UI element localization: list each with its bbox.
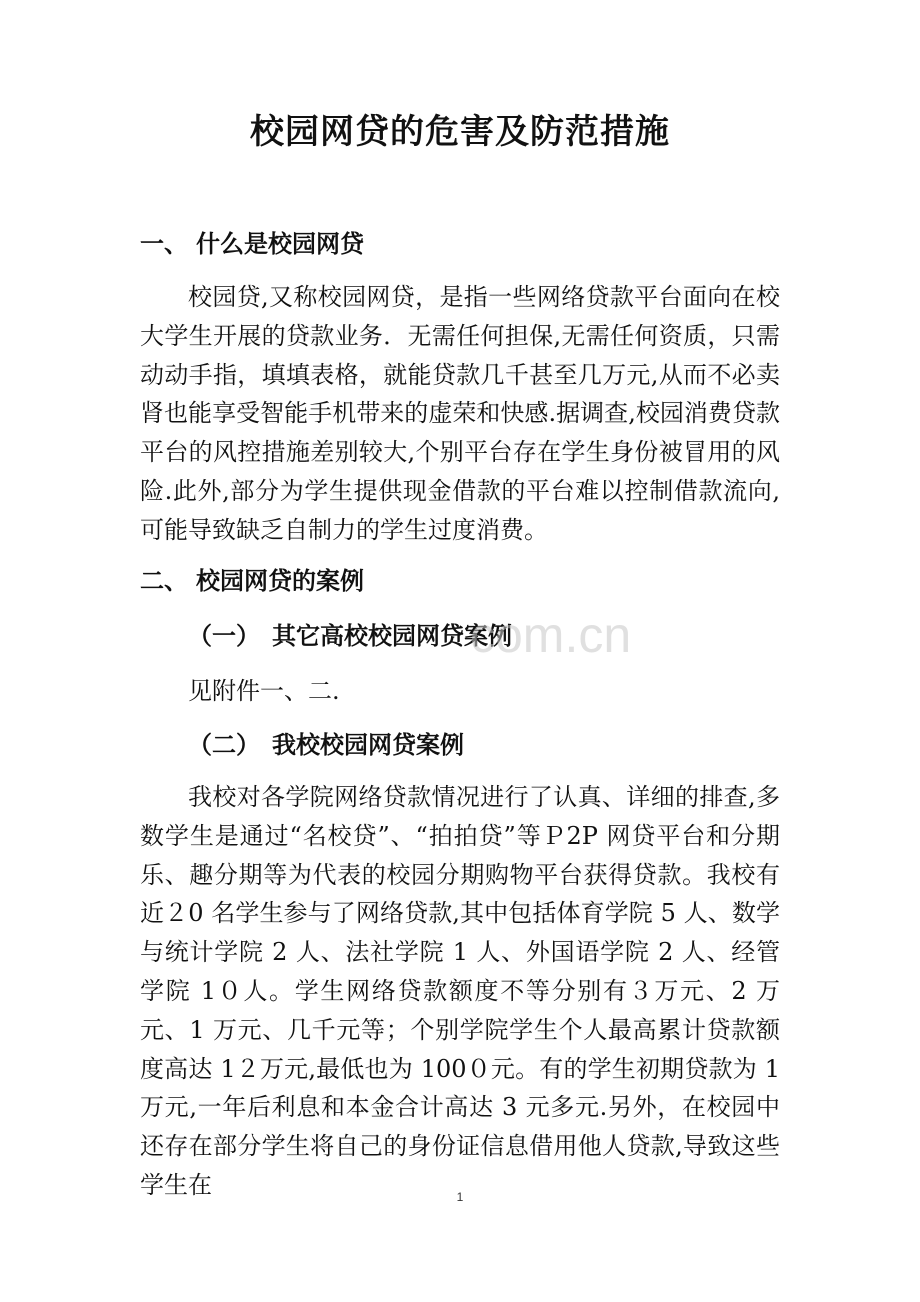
subsection-1-heading [188, 618, 512, 654]
subsection-2-paragraph: 我校对各学院网络贷款情况进行了认真、详细的排查,多数学生是通过“名校贷”、“拍拍贷”等Ｐ2P 网贷平台和分期乐、趣分期等为代表的校园分期购物平台获得贷款。我校有近２0 名学生参与了网络贷款,其中包括体育学院 5 人、数学与统计学院 2 人、法社学院 1 人、外国语学院 2 人、经管学院 1０人。学生网络贷款额度不等分别有３万元、2 万元、1 万元、几千元等；个别学院学生个人最高累计贷款额度高达 1２万元,最低也为 100０元。有的学生初期贷款为 1 万元,一年后利息和本金合计高达 3 元多元.另外，在校园中还存在部分学生将自己的身份证信息借用他人贷款,导致这些学生在 [140, 783, 780, 1199]
subsection-2-heading [188, 727, 464, 763]
subsection-2-number: （二） [188, 730, 260, 759]
subsection-1-number: （一） [188, 621, 260, 650]
section-2-title: 校园网贷的案例 [196, 566, 364, 595]
section-1-heading [140, 226, 364, 262]
section-1-number: 一、 [140, 229, 188, 258]
section-1-title: 什么是校园网贷 [196, 229, 364, 258]
section-2-heading [140, 563, 364, 599]
subsection-2-title: 我校校园网贷案例 [272, 730, 464, 759]
section-1-paragraph: 校园贷,又称校园网贷，是指一些网络贷款平台面向在校大学生开展的贷款业务．无需任何担保,无需任何资质，只需动动手指，填填表格，就能贷款几千甚至几万元,从而不必卖肾也能享受智能手机带来的虚荣和快感.据调查,校园消费贷款平台的风控措施差别较大,个别平台存在学生身份被冒用的风险.此外,部分为学生提供现金借款的平台难以控制借款流向,可能导致缺乏自制力的学生过度消费。 [140, 283, 780, 544]
document-title: 校园网贷的危害及防范措施 [250, 112, 670, 152]
subsection-1-title: 其它高校校园网贷案例 [272, 621, 512, 650]
subsection-1-text: 见附件一、二. [188, 677, 340, 705]
watermark-text: com.cn [470, 607, 632, 663]
section-2-number: 二、 [140, 566, 188, 595]
page-number: 1 [456, 1190, 464, 1204]
